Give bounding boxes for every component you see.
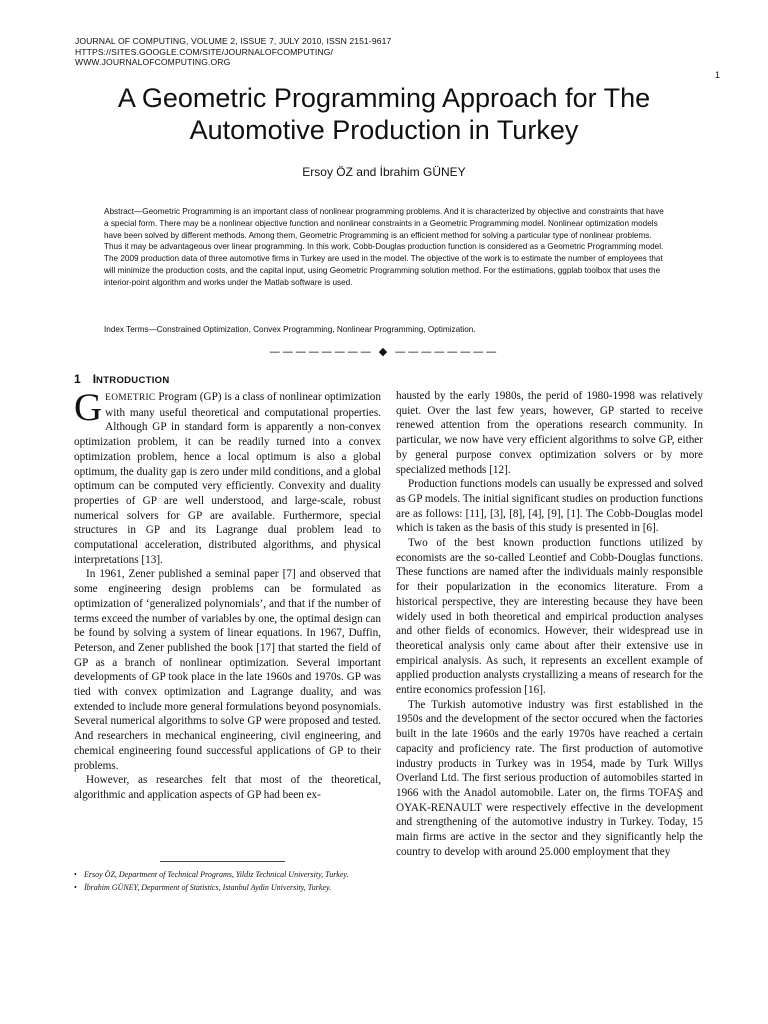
page-number: 1 bbox=[714, 70, 720, 80]
drop-cap: G bbox=[74, 386, 103, 429]
section-number: 1 bbox=[74, 372, 81, 386]
paragraph-3: However, as researches felt that most of the theoretical, algorithmic and application aspects of GP had been ex- bbox=[74, 774, 381, 801]
index-terms-text: —Constrained Optimization, Convex Programming, Nonlinear Programming, Optimization. bbox=[148, 325, 476, 334]
paragraph-2: In 1961, Zener published a seminal paper [7] and observed that some engineering design problems can be formulated as optimization of ‘generalized polynomials’, and that if the number of terms exceed the number of variables by one, the optimal design can be found by solving a system of linear equations. In 1967, Duffin, Peterson, and Zener published the book [17] that started the field of GP as a branch of nonlinear optimization. Several important developments of GP took place in the late 1960s and 1970s. GP was tied with convex optimization and Lagrange duality, and was extended to include more general formulations beyond posynomials. Several numerical algorithms to solve GP were proposed and tested. And researchers in mechanical engineering, civil engineering, and chemical engineering found successful applications of GP to their problems. bbox=[74, 568, 381, 772]
section-heading bbox=[74, 372, 170, 386]
footnote-1 bbox=[74, 870, 384, 881]
paragraph-4: hausted by the early 1980s, the perid of 1980-1998 was relatively quiet. Over the last few years, however, GP started to receive renewed attention from the operations research community. In particular, we now have very efficient algorithms to solve GP, either by general purpose convex optimization solvers or by more specialized methods [12]. bbox=[396, 390, 703, 476]
paper-title bbox=[40, 82, 728, 146]
index-terms-label: Index Terms bbox=[104, 325, 149, 334]
abstract-label: Abstract bbox=[104, 207, 135, 216]
paragraph-5: Production functions models can usually be expressed and solved as GP models. The initial significant studies on production functions are as follows: [11], [3], [8], [4], [9], [1]. The Cobb-Douglas model which is taken as the basis of this study is presented in [6]. bbox=[396, 478, 703, 535]
footnote-2-text: İbrahim GÜNEY, Department of Statistics, Istanbul Aydin University, Turkey. bbox=[84, 882, 332, 892]
bullet-icon: • bbox=[74, 870, 77, 879]
right-column bbox=[396, 389, 703, 860]
journal-website: WWW.JOURNALOFCOMPUTING.ORG bbox=[75, 57, 231, 68]
footnote-1-text: Ersoy ÖZ, Department of Technical Programs, Yildiz Technical University, Turkey. bbox=[84, 870, 349, 879]
abstract bbox=[104, 206, 669, 289]
paragraph-7: The Turkish automotive industry was first established in the 1950s and the development of the sector occured when the factories built in the late 1960s and the early 1970s have reached a certain capacity and proficiency rate. The first production of automotive industry products in Turkey was in 1954, made by Turk Willys Overland Ltd. The first serious production of automobiles started in 1966 with the Anadol automobile. Later on, the firms TOFAŞ and OYAK-RENAULT were respectively effective in the development and strengthening of the automotive industry in Turkey. Today, 15 main firms are active in the sector and they significantly help the country to develop with around 25.000 employment that they bbox=[396, 698, 703, 858]
journal-url: HTTPS://SITES.GOOGLE.COM/SITE/JOURNALOFCOMPUTING/ bbox=[75, 46, 333, 57]
section-title-initial: I bbox=[92, 372, 97, 386]
abstract-text: —Geometric Programming is an important class of nonlinear programming problems. And it is characterized by objective and constraints that have a special form. There may be a nonlinear objective function and nonlinear constraints in a Geometric Programming model. Nonlinear optimization models have been solved by different methods. Among them, Geometric Programming is an efficient method for solving a particular type of nonlinear problems. Thus it may be advantageous over linear programming. In this work, Cobb-Douglas production function is considered as a Geometric Programming model. The 2009 production data of three automotive firms in Turkey are used in the model. The objective of the work is to estimate the number of employees that will minimize the production costs, and the capital input, using Geometric Programming solution method. For the estimations, ggplab toolbox that uses the interior-point algorithm and works under the Matlab software is used. bbox=[104, 207, 664, 287]
title-line-2: Automotive Production in Turkey bbox=[189, 115, 579, 145]
paragraph-1-smallcaps: EOMETRIC bbox=[105, 393, 156, 403]
paragraph-6: Two of the best known production functions utilized by economists are the so-called Leontief and Cobb-Douglas functions. These functions are named after the individuals mainly responsible for their popularization in the economics literature. From a historical perspective, they are interesting because they have been widely used in both theoretical and empirical production analyses and other fields of economics. However, their widespread use in theoretical analysis only came about after their extensive use in empirical analysis. As such, it represents an excellent example of applied production analysts crystallizing a means of research for the entire economics profession [16]. bbox=[396, 537, 703, 697]
journal-citation: JOURNAL OF COMPUTING, VOLUME 2, ISSUE 7, JULY 2010, ISSN 2151-9617 bbox=[75, 36, 392, 46]
title-line-1: A Geometric Programming Approach for The bbox=[117, 83, 651, 113]
journal-header bbox=[75, 36, 391, 68]
paragraph-1-text: Program (GP) is a class of nonlinear optimization with many useful theoretical and computational properties. Although GP in standard form is apparently a non-convex optimization problem, it can be readily turned into a convex optimization problem, hence a local optimum is also a global optimum, the duality gap is zero under mild conditions, and a global optimum can be computed very efficiently. Convexity and duality properties of GP are well understood, and large-scale, robust numerical solvers for GP are available. Furthermore, special structures in GP and its Lagrange dual problem lead to computational acceleration, distributed algorithms, and physical interpretations [13]. bbox=[74, 391, 381, 566]
index-terms bbox=[104, 324, 669, 335]
bullet-icon: • bbox=[74, 882, 77, 892]
authors: Ersoy ÖZ and İbrahim GÜNEY bbox=[302, 165, 466, 179]
footnotes bbox=[74, 870, 384, 895]
footnote-2 bbox=[74, 883, 384, 894]
section-title-rest: NTRODUCTION bbox=[96, 375, 170, 386]
section-separator: ———————— ◆ ———————— bbox=[269, 345, 499, 358]
footnote-rule bbox=[160, 861, 285, 862]
paragraph-1 bbox=[74, 386, 381, 567]
left-column bbox=[74, 386, 381, 803]
